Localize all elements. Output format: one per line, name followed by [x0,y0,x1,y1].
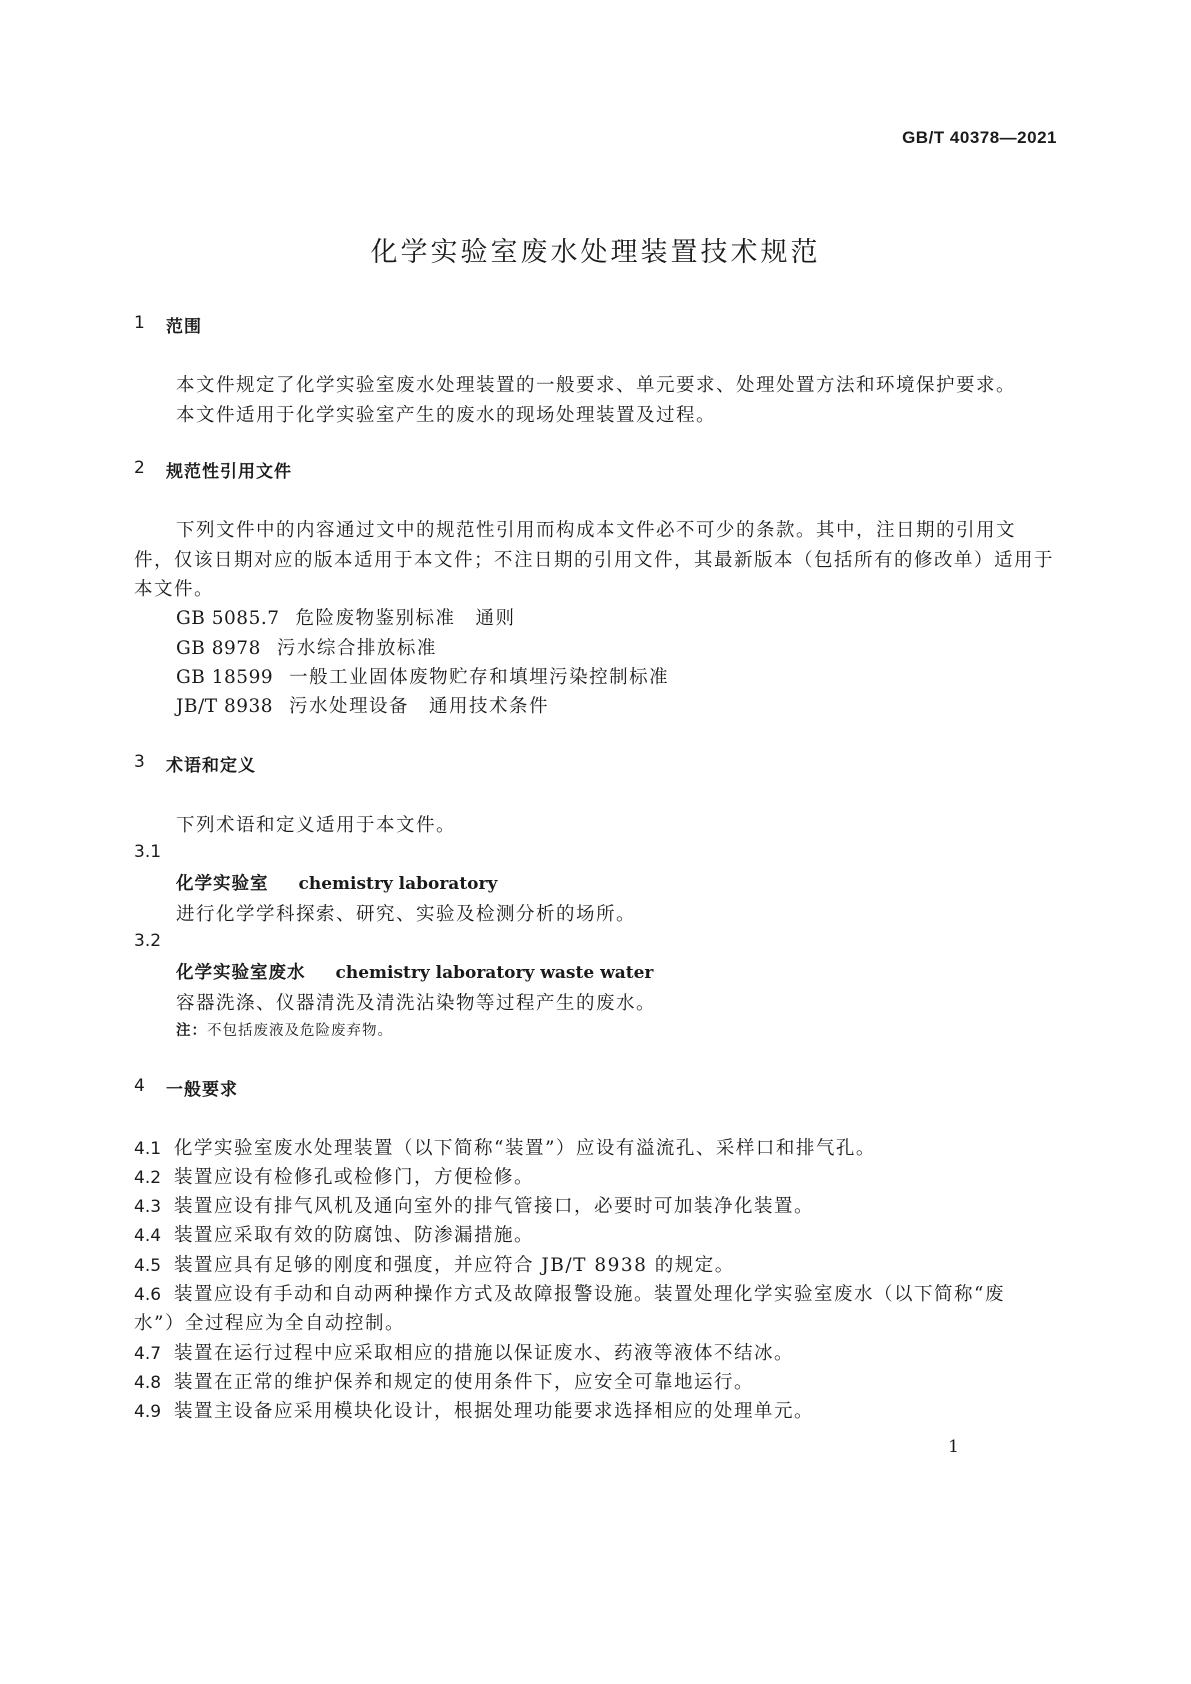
reference-title: 污水处理设备 通用技术条件 [289,696,550,717]
clause-number: 4.9 [134,1402,162,1422]
reference-item [176,663,669,689]
reference-code: GB 18599 [176,667,274,688]
section-1-title: 范围 [166,317,202,337]
clause [134,1280,1005,1306]
term-chinese: 化学实验室 [176,874,269,894]
section-2-number: 2 [134,458,145,478]
section-3-title: 术语和定义 [166,756,256,776]
section-3-intro: 下列术语和定义适用于本文件。 [176,815,457,836]
clause [134,1397,814,1423]
section-1-paragraph: 本文件规定了化学实验室废水处理装置的一般要求、单元要求、处理处置方法和环境保护要求。 [176,375,1017,396]
section-4-title: 一般要求 [166,1080,238,1100]
clause [134,1368,754,1394]
term-number: 3.2 [134,931,162,951]
reference-item [176,634,437,660]
section-1-number: 1 [134,313,145,333]
note-text: 不包括废液及危险废弃物。 [207,1023,393,1039]
reference-code: JB/T 8938 [176,696,274,717]
clause-text: 装置应设有排气风机及通向室外的排气管接口，必要时可加装净化装置。 [174,1196,815,1217]
standard-code: GB/T 40378—2021 [902,128,1057,147]
term-heading [176,959,653,984]
clause-text: 装置应采取有效的防腐蚀、防渗漏措施。 [174,1225,535,1246]
section-2-intro-line: 下列文件中的内容通过文中的规范性引用而构成本文件必不可少的条款。其中，注日期的引用文 [176,520,1017,541]
clause-number: 4.8 [134,1373,162,1393]
clause-text: 装置主设备应采用模块化设计，根据处理功能要求选择相应的处理单元。 [174,1401,815,1422]
section-4-number: 4 [134,1076,145,1096]
reference-title: 一般工业固体废物贮存和填埋污染控制标准 [289,667,670,688]
note-label: 注： [176,1023,207,1039]
section-3-number: 3 [134,752,145,772]
term-heading [176,870,497,895]
clause [134,1251,735,1277]
clause [134,1134,876,1160]
clause [134,1221,534,1247]
clause-number: 4.2 [134,1168,162,1188]
reference-item [176,604,516,630]
clause [134,1163,534,1189]
clause-number: 4.4 [134,1226,162,1246]
reference-item [176,692,549,718]
clause-number: 4.5 [134,1256,162,1276]
section-2-intro-line: 件，仅该日期对应的版本适用于本文件；不注日期的引用文件，其最新版本（包括所有的修改单）适用于 [134,550,1055,571]
reference-title: 危险废物鉴别标准 通则 [295,608,516,629]
page-number: 1 [948,1437,959,1457]
reference-title: 污水综合排放标准 [276,638,437,659]
term-definition: 容器洗涤、仪器清洗及清洗沾染物等过程产生的废水。 [176,993,657,1014]
section-2-intro-line: 本文件。 [134,579,215,600]
clause [134,1192,814,1218]
section-1-paragraph: 本文件适用于化学实验室产生的废水的现场处理装置及过程。 [176,405,717,426]
clause-text: 装置应具有足够的刚度和强度，并应符合 JB/T 8938 的规定。 [174,1255,735,1276]
clause-number: 4.7 [134,1344,162,1364]
clause-text: 装置在运行过程中应采取相应的措施以保证废水、药液等液体不结冰。 [174,1343,795,1364]
clause-text: 装置应设有手动和自动两种操作方式及故障报警设施。装置处理化学实验室废水（以下简称“废 [174,1284,1005,1305]
term-number: 3.1 [134,842,162,862]
document-title: 化学实验室废水处理装置技术规范 [370,237,821,268]
clause-text: 装置在正常的维护保养和规定的使用条件下，应安全可靠地运行。 [174,1372,755,1393]
reference-code: GB 8978 [176,638,261,659]
clause [134,1339,794,1365]
clause-continuation: 水”）全过程应为全自动控制。 [134,1313,405,1334]
reference-code: GB 5085.7 [176,608,280,629]
clause-number: 4.3 [134,1197,162,1217]
term-english: chemistry laboratory [298,874,498,894]
clause-number: 4.6 [134,1285,162,1305]
term-chinese: 化学实验室废水 [176,963,306,983]
clause-text: 化学实验室废水处理装置（以下简称“装置”）应设有溢流孔、采样口和排气孔。 [174,1138,876,1159]
term-definition: 进行化学学科探索、研究、实验及检测分析的场所。 [176,904,637,925]
term-english: chemistry laboratory waste water [335,963,654,983]
clause-text: 装置应设有检修孔或检修门，方便检修。 [174,1167,535,1188]
clause-number: 4.1 [134,1139,162,1159]
term-note [176,1019,393,1040]
section-2-title: 规范性引用文件 [166,462,292,482]
